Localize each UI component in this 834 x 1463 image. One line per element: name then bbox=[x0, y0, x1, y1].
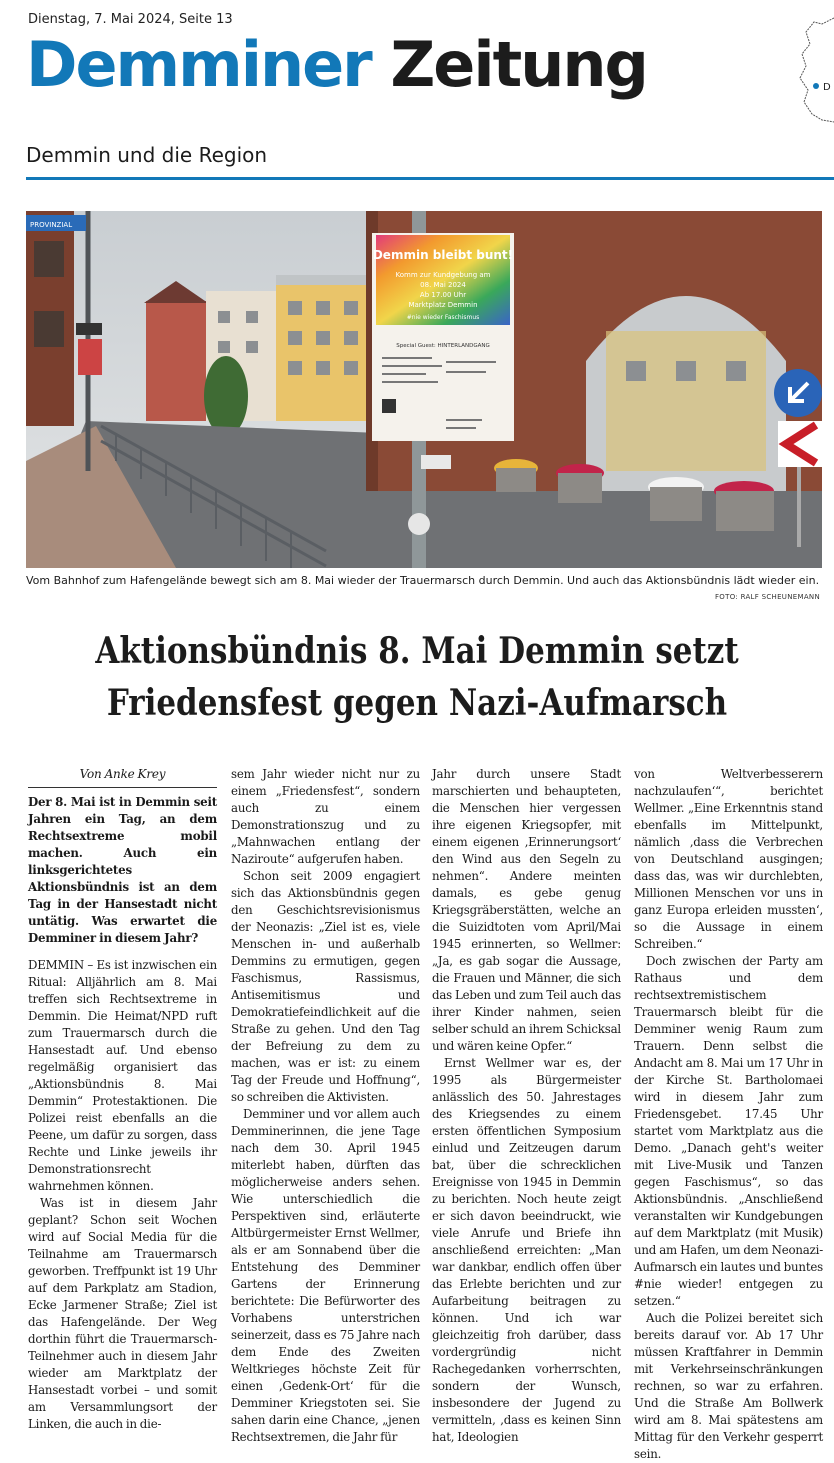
paragraph: Ernst Wellmer war es, der 1995 als Bürgermeister anlässlich des 50. Jahrestages des Kriegsendes zu einem ersten öffentlichen Symposium einlud und Zeitzeugen darum bat, über die schrecklichen Ereignisse von 1945 in Demmin zu berichten. Noch heute zeigt er sich davon beeindruckt, wie viele Anrufe und Briefe ihn anschließend erreichten: „Man war dankbar, endlich offen über das Erlebte berichten und zur Aufarbeitung beitragen zu können. Und ich war gleichzeitig froh darüber, dass vordergründig nicht Rachegedanken vorherrschten, sondern der Wunsch, insbesondere der Jugend zu vermitteln, ‚dass es keinen Sinn hat, Ideologien bbox=[432, 1056, 621, 1444]
photo-caption: Vom Bahnhof zum Hafengelände bewegt sich am 8. Mai wieder der Trauermarsch durch Demmin. Und auch das Aktionsbündnis lädt wieder ein. bbox=[26, 574, 820, 587]
paragraph: DEMMIN – Es ist inzwischen ein Ritual: Alljährlich am 8. Mai treffen sich Rechtsextreme in Demmin. Die Heimat/NPD ruft zum Trauermarsch durch die Hansestadt auf. Und ebenso regelmäßig organisiert das „Aktionsbündnis 8. Mai Demmin“ Protestaktionen. Die Polizei reist ebenfalls an die Peene, um dafür zu sorgen, dass Rechte und Linke jeweils ihr Demonstrationsrecht wahrnehmen können. bbox=[28, 958, 217, 1193]
map-marker-label: D bbox=[823, 82, 831, 93]
poster-date: 08. Mai 2024 bbox=[420, 281, 466, 289]
headline-line2: Friedensfest gegen Nazi-Aufmarsch bbox=[106, 682, 728, 724]
poster-guest: Special Guest: HINTERLANDGANG bbox=[396, 343, 490, 349]
poster-place: Marktplatz Demmin bbox=[408, 301, 478, 309]
poster-hashtag: #nie wieder Faschismus bbox=[406, 314, 480, 321]
poster-time: Ab 17.00 Uhr bbox=[419, 291, 467, 299]
headline-line1: Aktionsbündnis 8. Mai Demmin setzt bbox=[95, 630, 739, 672]
paragraph: von Weltverbesserern nachzulaufen‘“, berichtet Wellmer. „Eine Erkenntnis stand ebenfalls im Mittelpunkt, nämlich ‚dass die Verbrechen von Deutschland ausgingen; dass das, was wir durchlebten, Millionen Menschen vor uns in ganz Europa erleiden mussten‘, so die Aussage in einem Schreiben.“ bbox=[634, 767, 823, 951]
paragraph: Doch zwischen der Party am Rathaus und dem rechtsextremistischem Trauermarsch bleibt für die Demminer wenig Raum zum Trauern. Denn selbst die Andacht am 8. Mai um 17 Uhr in der Kirche St. Bartholomaei wird in diesem Jahr zum Friedensgebet. 17.45 Uhr startet vom Marktplatz aus die Demo. „Danach geht's weiter mit Live-Musik und Tanzen gegen Faschismus“, so das Aktionsbündnis. „Anschließend veranstalten wir Kundgebungen auf dem Marktplatz (mit Musik) und am Hafen, um dem Neonazi-Aufmarsch ein lautes und buntes #nie wieder! entgegen zu setzen.“ bbox=[634, 954, 823, 1308]
dateline: Dienstag, 7. Mai 2024, Seite 13 bbox=[28, 12, 233, 27]
paragraph: Auch die Polizei bereitet sich bereits darauf vor. Ab 17 Uhr müssen Kraftfahrer in Demmin mit Verkehrseinschränkungen rechnen, so war zu erfahren. Und die Straße Am Bollwerk wird am 8. Mai spätestens am Mittag für den Verkehr gesperrt sein. bbox=[634, 1311, 823, 1461]
masthead-part2: Zeitung bbox=[390, 28, 647, 101]
photo-credit: FOTO: RALF SCHEUNEMANN bbox=[714, 593, 820, 601]
shop-sign: PROVINZIAL bbox=[30, 221, 73, 229]
region-map-icon bbox=[792, 10, 834, 130]
article-column-1 bbox=[28, 766, 217, 1433]
newspaper-masthead bbox=[26, 28, 647, 101]
article-lead: Der 8. Mai ist in Demmin seit Jahren ein Tag, an dem Rechtsextreme mobil machen. Auch ein linksgerichtetes Aktionsbündnis ist an dem Tag in der Hansestadt nicht untätig. Was erwartet die Demminer in diesem Jahr? bbox=[28, 795, 217, 945]
article-column-4 bbox=[634, 766, 823, 1463]
masthead-part1: Demminer bbox=[26, 28, 371, 101]
paragraph: Demminer und vor allem auch Demminerinnen, die jene Tage nach dem 30. April 1945 miterlebt haben, dürften das möglicherweise anders sehen. Wie unterschiedlich die Perspektiven sind, erläuterte Altbürgermeister Ernst Wellmer, als er am Sonnabend über die Entstehung des Demminer Gartens der Erinnerung berichtete: Die Befürworter des Vorhabens unterstrichen seinerzeit, dass es 75 Jahre nach dem Ende des Zweiten Weltkrieges höchste Zeit für einen ‚Gedenk-Ort‘ für die Demminer Kriegstoten sei. Sie sahen darin eine Chance, „jenen Rechtsextremen, die Jahr für bbox=[231, 1107, 420, 1444]
paragraph: Schon seit 2009 engagiert sich das Aktionsbündnis gegen den Geschichtsrevisionismus der Neonazis: „Ziel ist es, viele Menschen in- und außerhalb Demmins zu ermutigen, gegen Faschismus, Rassismus, Antisemitismus und Demokratiefeindlichkeit auf die Straße zu gehen. Und den Tag der Befreiung zu dem zu machen, was er ist: zu einem Tag der Freude und Hoffnung“, so schreiben die Aktivisten. bbox=[231, 869, 420, 1104]
article-column-2 bbox=[231, 766, 420, 1446]
article-photo bbox=[26, 211, 822, 568]
section-title: Demmin und die Region bbox=[26, 143, 268, 167]
paragraph: Jahr durch unsere Stadt marschierten und behaupteten, die Menschen hier vergessen ihre eigenen Kriegsopfer, mit einem eigenen ‚Erinnerungsort‘ den Wind aus den Segeln zu nehmen“. Andere meinten damals, es gebe genug Kriegsgräberstätten, welche an die Suizidtoten vom April/Mai 1945 erinnerten, so Wellmer: „Ja, es gab sogar die Aussage, die Frauen und Männer, die sich das Leben und zum Teil auch das ihrer Kinder nahmen, seien selber schuld an ihrem Schicksal und wären keine Opfer.“ bbox=[432, 767, 621, 1053]
author-byline: Von Anke Krey bbox=[28, 766, 217, 788]
paragraph: sem Jahr wieder nicht nur zu einem „Friedensfest“, sondern auch zu einem Demonstrationszug und zu „Mahnwachen entlang der Naziroute“ aufgerufen haben. bbox=[231, 767, 420, 866]
poster-title: Demmin bleibt bunt! bbox=[372, 248, 514, 262]
article-headline bbox=[58, 625, 775, 729]
paragraph: Was ist in diesem Jahr geplant? Schon seit Wochen wird auf Social Media für die Teilnahme am Trauermarsch geworben. Treffpunkt ist 19 Uhr auf dem Parkplatz am Stadion, Ecke Jarmener Straße; Ziel ist das Hafengelände. Der Weg dorthin führt die Trauermarsch-Teilnehmer auch in diesem Jahr wieder am Marktplatz der Hansestadt vorbei – und somit am Versammlungsort der Linken, die auch in die- bbox=[28, 1196, 217, 1431]
article-column-3 bbox=[432, 766, 621, 1446]
header-divider bbox=[26, 177, 834, 180]
poster-line1: Komm zur Kundgebung am bbox=[395, 271, 491, 279]
